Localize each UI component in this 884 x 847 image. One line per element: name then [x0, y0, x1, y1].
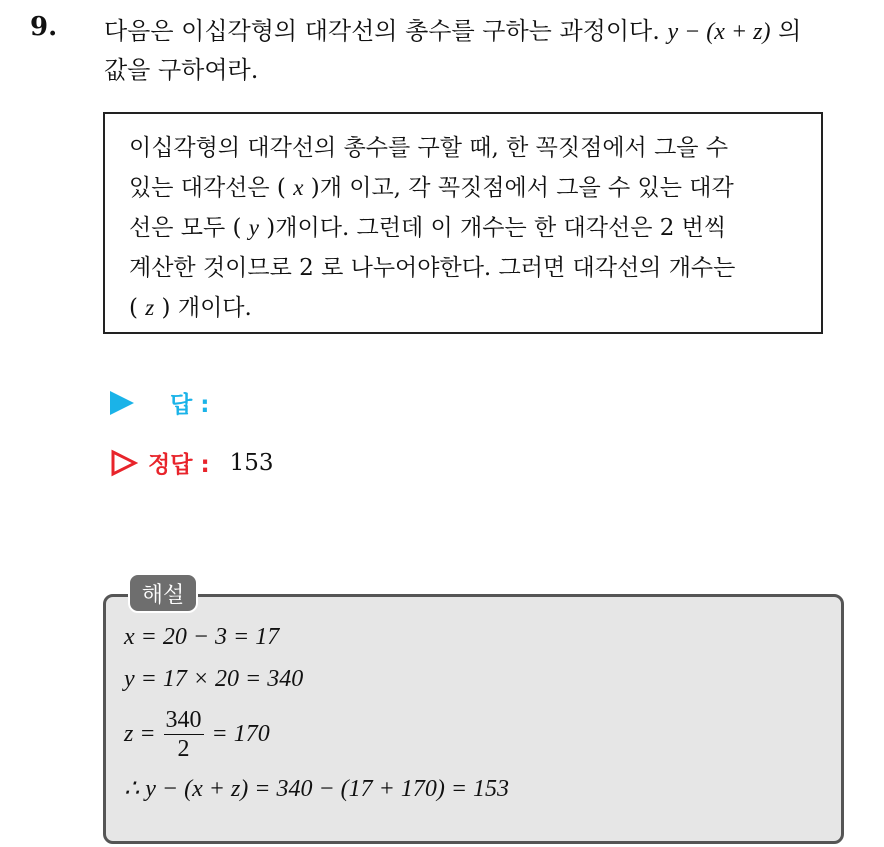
- outline-arrow-icon: [110, 449, 138, 477]
- question-text-line2: 값을 구하여라.: [104, 56, 259, 84]
- solution-lhs: z =: [124, 721, 156, 747]
- correct-answer-row: [110, 446, 274, 479]
- answer-label: 답 :: [170, 392, 210, 418]
- correct-answer-label: 정답 :: [148, 452, 210, 478]
- box-line: 계산한 것이므로 2 로 나누어야한다. 그러면 대각선의 개수는: [129, 255, 736, 281]
- solution-line: y = 17 × 20 = 340: [124, 666, 304, 692]
- solution-line: x = 20 − 3 = 17: [124, 624, 280, 650]
- var-x: x: [293, 175, 304, 200]
- var-z: z: [145, 295, 155, 320]
- box-line: 이십각형의 대각선의 총수를 구할 때, 한 꼭짓점에서 그을 수: [129, 135, 729, 161]
- solution-line: [124, 706, 270, 763]
- question-text: 다음은 이십각형의 대각선의 총수를 구하는 과정이다.: [104, 17, 668, 45]
- question-number: 9.: [30, 12, 58, 42]
- box-line: ( z ) 개이다.: [129, 295, 252, 321]
- box-line: 선은 모두 ( y )개이다. 그런데 이 개수는 한 대각선은 2 번씩: [129, 215, 727, 241]
- condition-box: [103, 112, 823, 334]
- solution-rhs: = 170: [211, 721, 270, 747]
- question-stem: [104, 12, 864, 89]
- solution-line: ∴ y − (x + z) = 340 − (17 + 170) = 153: [124, 776, 510, 802]
- box-line: 있는 대각선은 ( x )개 이고, 각 꼭짓점에서 그을 수 있는 대각: [129, 175, 734, 201]
- var-y: y: [248, 215, 259, 240]
- fraction-denominator: 2: [177, 736, 190, 762]
- answer-row: [110, 386, 209, 419]
- solution-tab: 해설: [128, 573, 198, 613]
- fraction: [164, 706, 204, 763]
- question-text-end: 의: [770, 17, 802, 45]
- play-arrow-icon: [110, 391, 134, 415]
- question-expression: y − (x + z): [667, 19, 771, 45]
- fraction-numerator: 340: [165, 707, 202, 733]
- correct-answer-value: 153: [229, 449, 274, 476]
